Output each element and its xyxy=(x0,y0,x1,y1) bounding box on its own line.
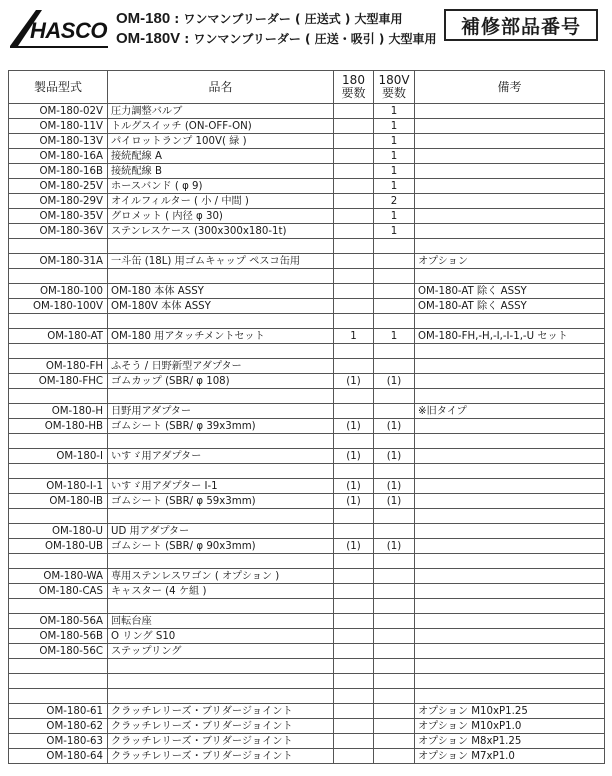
table-row xyxy=(9,104,605,119)
cell-name: クラッチレリーズ・ブリダージョイント xyxy=(108,749,334,764)
cell-qty-180v xyxy=(374,614,415,629)
cell-code xyxy=(9,659,108,674)
table-row xyxy=(9,179,605,194)
cell-qty-180v xyxy=(374,464,415,479)
cell-note xyxy=(415,659,605,674)
cell-note xyxy=(415,629,605,644)
cell-code: OM-180-02V xyxy=(9,104,108,119)
cell-qty-180v xyxy=(374,404,415,419)
cell-qty-180 xyxy=(334,149,374,164)
cell-qty-180v xyxy=(374,269,415,284)
cell-note: オプション M10xP1.0 xyxy=(415,719,605,734)
cell-name: グロメット ( 内径 φ 30) xyxy=(108,209,334,224)
cell-note xyxy=(415,584,605,599)
cell-name xyxy=(108,689,334,704)
table-row xyxy=(9,329,605,344)
table-row xyxy=(9,419,605,434)
cell-note xyxy=(415,449,605,464)
cell-code xyxy=(9,599,108,614)
cell-qty-180v xyxy=(374,509,415,524)
table-row xyxy=(9,749,605,764)
cell-name: OM-180 本体 ASSY xyxy=(108,284,334,299)
cell-qty-180 xyxy=(334,209,374,224)
table-row xyxy=(9,149,605,164)
table-row xyxy=(9,194,605,209)
cell-note xyxy=(415,104,605,119)
cell-code: OM-180-UB xyxy=(9,539,108,554)
cell-note xyxy=(415,209,605,224)
table-row xyxy=(9,689,605,704)
cell-qty-180v: 1 xyxy=(374,134,415,149)
cell-code: OM-180-CAS xyxy=(9,584,108,599)
cell-qty-180v xyxy=(374,584,415,599)
cell-note: オプション xyxy=(415,254,605,269)
title-desc-2: : ワンマンブリーダー ( 圧送・吸引 ) 大型車用 xyxy=(180,32,437,46)
cell-name: O リング S10 xyxy=(108,629,334,644)
cell-note: OM-180-FH,-H,-I,-I-1,-U セット xyxy=(415,329,605,344)
cell-code xyxy=(9,314,108,329)
cell-qty-180 xyxy=(334,404,374,419)
cell-note xyxy=(415,269,605,284)
cell-name: ステップリング xyxy=(108,644,334,659)
cell-qty-180 xyxy=(334,389,374,404)
cell-code: OM-180-WA xyxy=(9,569,108,584)
cell-qty-180 xyxy=(334,269,374,284)
table-row xyxy=(9,599,605,614)
cell-qty-180v: 1 xyxy=(374,329,415,344)
cell-note xyxy=(415,479,605,494)
table-row xyxy=(9,344,605,359)
cell-name xyxy=(108,434,334,449)
table-row xyxy=(9,734,605,749)
table-header-row xyxy=(9,71,605,104)
cell-name: UD 用アダプター xyxy=(108,524,334,539)
cell-qty-180v xyxy=(374,524,415,539)
cell-note xyxy=(415,224,605,239)
cell-qty-180v xyxy=(374,239,415,254)
cell-code xyxy=(9,239,108,254)
cell-note: ※旧タイプ xyxy=(415,404,605,419)
cell-name: キャスター (4 ケ組 ) xyxy=(108,584,334,599)
column-header-note: 備考 xyxy=(415,71,605,104)
cell-qty-180v xyxy=(374,704,415,719)
cell-name: 日野用アダプター xyxy=(108,404,334,419)
cell-name xyxy=(108,269,334,284)
cell-qty-180v xyxy=(374,434,415,449)
cell-code: OM-180-56A xyxy=(9,614,108,629)
table-row xyxy=(9,164,605,179)
cell-code: OM-180-35V xyxy=(9,209,108,224)
cell-code: OM-180-HB xyxy=(9,419,108,434)
cell-note xyxy=(415,539,605,554)
cell-code xyxy=(9,464,108,479)
cell-name xyxy=(108,389,334,404)
cell-qty-180v xyxy=(374,734,415,749)
cell-qty-180 xyxy=(334,674,374,689)
cell-code: OM-180-100V xyxy=(9,299,108,314)
cell-code: OM-180-100 xyxy=(9,284,108,299)
cell-note xyxy=(415,374,605,389)
cell-qty-180 xyxy=(334,599,374,614)
cell-note xyxy=(415,134,605,149)
cell-name: いすゞ用アダプター xyxy=(108,449,334,464)
column-header-qty-180v xyxy=(374,71,415,104)
cell-code xyxy=(9,389,108,404)
title-model-2: OM-180V xyxy=(116,30,181,47)
cell-code: OM-180-11V xyxy=(9,119,108,134)
cell-qty-180 xyxy=(334,104,374,119)
cell-code: OM-180-AT xyxy=(9,329,108,344)
cell-qty-180 xyxy=(334,644,374,659)
cell-name: ステンレスケース (300x300x180-1t) xyxy=(108,224,334,239)
table-row xyxy=(9,479,605,494)
cell-qty-180 xyxy=(334,359,374,374)
table-row xyxy=(9,254,605,269)
cell-note xyxy=(415,689,605,704)
cell-qty-180v xyxy=(374,344,415,359)
cell-note: OM-180-AT 除く ASSY xyxy=(415,299,605,314)
cell-note xyxy=(415,164,605,179)
cell-name xyxy=(108,464,334,479)
table-row xyxy=(9,284,605,299)
cell-note xyxy=(415,524,605,539)
cell-qty-180 xyxy=(334,749,374,764)
cell-qty-180v xyxy=(374,284,415,299)
table-row xyxy=(9,374,605,389)
table-row xyxy=(9,299,605,314)
table-row xyxy=(9,629,605,644)
table-row xyxy=(9,314,605,329)
cell-code: OM-180-64 xyxy=(9,749,108,764)
cell-qty-180v xyxy=(374,659,415,674)
cell-qty-180v: (1) xyxy=(374,374,415,389)
cell-qty-180v xyxy=(374,749,415,764)
cell-code xyxy=(9,434,108,449)
cell-qty-180: (1) xyxy=(334,494,374,509)
cell-qty-180 xyxy=(334,734,374,749)
qty-180v-sub: 要数 xyxy=(381,86,406,100)
qty-180-sub: 要数 xyxy=(341,86,366,100)
table-row xyxy=(9,644,605,659)
cell-code: OM-180-56C xyxy=(9,644,108,659)
cell-name xyxy=(108,674,334,689)
cell-qty-180 xyxy=(334,554,374,569)
cell-name: OM-180 用アタッチメントセット xyxy=(108,329,334,344)
column-header-name: 品名 xyxy=(108,71,334,104)
cell-qty-180v: 1 xyxy=(374,149,415,164)
cell-name: OM-180V 本体 ASSY xyxy=(108,299,334,314)
cell-qty-180v xyxy=(374,569,415,584)
table-row xyxy=(9,509,605,524)
cell-qty-180 xyxy=(334,119,374,134)
cell-code: OM-180-29V xyxy=(9,194,108,209)
cell-note xyxy=(415,494,605,509)
cell-code: OM-180-31A xyxy=(9,254,108,269)
cell-name xyxy=(108,239,334,254)
cell-code: OM-180-36V xyxy=(9,224,108,239)
cell-qty-180 xyxy=(334,719,374,734)
cell-name: 接続配線 A xyxy=(108,149,334,164)
cell-qty-180v: (1) xyxy=(374,419,415,434)
parts-number-badge: 補修部品番号 xyxy=(444,9,598,41)
cell-qty-180 xyxy=(334,179,374,194)
cell-note xyxy=(415,434,605,449)
cell-name: ゴムカップ (SBR/ φ 108) xyxy=(108,374,334,389)
cell-qty-180 xyxy=(334,569,374,584)
table-row xyxy=(9,464,605,479)
cell-note xyxy=(415,599,605,614)
cell-code: OM-180-FHC xyxy=(9,374,108,389)
table-row xyxy=(9,719,605,734)
cell-code: OM-180-16B xyxy=(9,164,108,179)
cell-qty-180v: 2 xyxy=(374,194,415,209)
cell-qty-180: (1) xyxy=(334,419,374,434)
table-row xyxy=(9,209,605,224)
table-row xyxy=(9,224,605,239)
table-row xyxy=(9,449,605,464)
cell-note xyxy=(415,119,605,134)
cell-qty-180 xyxy=(334,464,374,479)
parts-table xyxy=(8,70,605,764)
cell-qty-180 xyxy=(334,584,374,599)
cell-qty-180v xyxy=(374,359,415,374)
cell-qty-180 xyxy=(334,614,374,629)
table-row xyxy=(9,269,605,284)
cell-qty-180 xyxy=(334,344,374,359)
cell-name: 圧力調整バルブ xyxy=(108,104,334,119)
cell-code: OM-180-62 xyxy=(9,719,108,734)
cell-qty-180v xyxy=(374,554,415,569)
cell-name xyxy=(108,599,334,614)
title-model-1: OM-180 xyxy=(116,10,171,27)
cell-qty-180 xyxy=(334,194,374,209)
cell-name: 回転台座 xyxy=(108,614,334,629)
cell-code xyxy=(9,344,108,359)
title-line-1 xyxy=(116,10,403,27)
table-row xyxy=(9,494,605,509)
cell-name: 専用ステンレスワゴン ( オプション ) xyxy=(108,569,334,584)
cell-qty-180 xyxy=(334,434,374,449)
table-row xyxy=(9,239,605,254)
cell-note xyxy=(415,239,605,254)
cell-code: OM-180-FH xyxy=(9,359,108,374)
cell-qty-180v xyxy=(374,314,415,329)
table-row xyxy=(9,554,605,569)
cell-note xyxy=(415,554,605,569)
cell-qty-180 xyxy=(334,134,374,149)
cell-qty-180v xyxy=(374,674,415,689)
cell-qty-180: (1) xyxy=(334,374,374,389)
cell-qty-180v xyxy=(374,599,415,614)
cell-note xyxy=(415,644,605,659)
cell-code: OM-180-25V xyxy=(9,179,108,194)
cell-note xyxy=(415,179,605,194)
cell-name: いすゞ用アダプター I-1 xyxy=(108,479,334,494)
cell-note xyxy=(415,569,605,584)
table-row xyxy=(9,434,605,449)
cell-code: OM-180-I-1 xyxy=(9,479,108,494)
cell-code: OM-180-63 xyxy=(9,734,108,749)
cell-qty-180 xyxy=(334,224,374,239)
cell-note xyxy=(415,674,605,689)
cell-name xyxy=(108,314,334,329)
cell-qty-180: (1) xyxy=(334,539,374,554)
cell-qty-180v: (1) xyxy=(374,494,415,509)
cell-code xyxy=(9,509,108,524)
cell-code: OM-180-56B xyxy=(9,629,108,644)
column-header-qty-180 xyxy=(334,71,374,104)
cell-name: ふそう / 日野新型アダプター xyxy=(108,359,334,374)
cell-note xyxy=(415,194,605,209)
cell-note xyxy=(415,359,605,374)
table-row xyxy=(9,614,605,629)
table-row xyxy=(9,539,605,554)
brand-name: HASCO xyxy=(30,18,107,43)
table-row xyxy=(9,389,605,404)
cell-qty-180 xyxy=(334,299,374,314)
cell-qty-180 xyxy=(334,629,374,644)
cell-qty-180 xyxy=(334,284,374,299)
cell-qty-180v: 1 xyxy=(374,104,415,119)
cell-qty-180 xyxy=(334,524,374,539)
cell-name: パイロットランプ 100V( 緑 ) xyxy=(108,134,334,149)
cell-code: OM-180-61 xyxy=(9,704,108,719)
cell-qty-180v: 1 xyxy=(374,224,415,239)
cell-qty-180 xyxy=(334,254,374,269)
cell-note: オプション M8xP1.25 xyxy=(415,734,605,749)
cell-note xyxy=(415,614,605,629)
cell-qty-180 xyxy=(334,704,374,719)
cell-code: OM-180-13V xyxy=(9,134,108,149)
cell-name: クラッチレリーズ・ブリダージョイント xyxy=(108,734,334,749)
cell-note: OM-180-AT 除く ASSY xyxy=(415,284,605,299)
cell-code xyxy=(9,269,108,284)
cell-qty-180v: 1 xyxy=(374,209,415,224)
cell-name: オイルフィルター ( 小 / 中間 ) xyxy=(108,194,334,209)
cell-qty-180 xyxy=(334,689,374,704)
cell-qty-180v xyxy=(374,254,415,269)
cell-code xyxy=(9,689,108,704)
cell-note xyxy=(415,464,605,479)
cell-note xyxy=(415,419,605,434)
cell-name: クラッチレリーズ・ブリダージョイント xyxy=(108,704,334,719)
cell-name: 接続配線 B xyxy=(108,164,334,179)
cell-qty-180: (1) xyxy=(334,479,374,494)
cell-note: オプション M10xP1.25 xyxy=(415,704,605,719)
cell-qty-180v xyxy=(374,629,415,644)
cell-qty-180v: 1 xyxy=(374,179,415,194)
cell-qty-180: 1 xyxy=(334,329,374,344)
cell-code xyxy=(9,554,108,569)
column-header-code: 製品型式 xyxy=(9,71,108,104)
cell-code: OM-180-I xyxy=(9,449,108,464)
title-line-2 xyxy=(116,30,437,47)
cell-code: OM-180-U xyxy=(9,524,108,539)
cell-code: OM-180-16A xyxy=(9,149,108,164)
cell-name: クラッチレリーズ・ブリダージョイント xyxy=(108,719,334,734)
cell-qty-180v xyxy=(374,644,415,659)
qty-180-label: 180 xyxy=(342,73,365,87)
cell-name: ゴムシート (SBR/ φ 59x3mm) xyxy=(108,494,334,509)
cell-name xyxy=(108,344,334,359)
cell-note xyxy=(415,314,605,329)
table-row xyxy=(9,674,605,689)
cell-note xyxy=(415,344,605,359)
cell-qty-180v: 1 xyxy=(374,119,415,134)
cell-qty-180v xyxy=(374,689,415,704)
cell-qty-180v xyxy=(374,389,415,404)
cell-name: 一斗缶 (18L) 用ゴムキャップ ペスコ缶用 xyxy=(108,254,334,269)
cell-qty-180v xyxy=(374,299,415,314)
cell-code: OM-180-H xyxy=(9,404,108,419)
cell-note xyxy=(415,149,605,164)
cell-qty-180v: 1 xyxy=(374,164,415,179)
table-row xyxy=(9,704,605,719)
cell-qty-180 xyxy=(334,239,374,254)
table-row xyxy=(9,119,605,134)
cell-qty-180 xyxy=(334,314,374,329)
cell-qty-180 xyxy=(334,164,374,179)
cell-name xyxy=(108,509,334,524)
cell-name: ゴムシート (SBR/ φ 39x3mm) xyxy=(108,419,334,434)
cell-qty-180v: (1) xyxy=(374,539,415,554)
table-row xyxy=(9,659,605,674)
cell-qty-180v: (1) xyxy=(374,479,415,494)
cell-note: オプション M7xP1.0 xyxy=(415,749,605,764)
cell-name: トルグスイッチ (ON-OFF-ON) xyxy=(108,119,334,134)
table-row xyxy=(9,569,605,584)
cell-qty-180 xyxy=(334,659,374,674)
cell-qty-180: (1) xyxy=(334,449,374,464)
cell-qty-180v xyxy=(374,719,415,734)
cell-name xyxy=(108,659,334,674)
cell-note xyxy=(415,509,605,524)
table-row xyxy=(9,404,605,419)
table-row xyxy=(9,359,605,374)
title-desc-1: : ワンマンブリーダー ( 圧送式 ) 大型車用 xyxy=(170,12,403,26)
hasco-logo xyxy=(8,8,112,50)
table-row xyxy=(9,134,605,149)
cell-qty-180v: (1) xyxy=(374,449,415,464)
table-body xyxy=(9,104,605,764)
cell-code xyxy=(9,674,108,689)
table-row xyxy=(9,524,605,539)
cell-name: ホースバンド ( φ 9) xyxy=(108,179,334,194)
qty-180v-label: 180V xyxy=(378,73,410,87)
cell-qty-180 xyxy=(334,509,374,524)
cell-code: OM-180-IB xyxy=(9,494,108,509)
cell-name: ゴムシート (SBR/ φ 90x3mm) xyxy=(108,539,334,554)
table-row xyxy=(9,584,605,599)
cell-note xyxy=(415,389,605,404)
cell-name xyxy=(108,554,334,569)
